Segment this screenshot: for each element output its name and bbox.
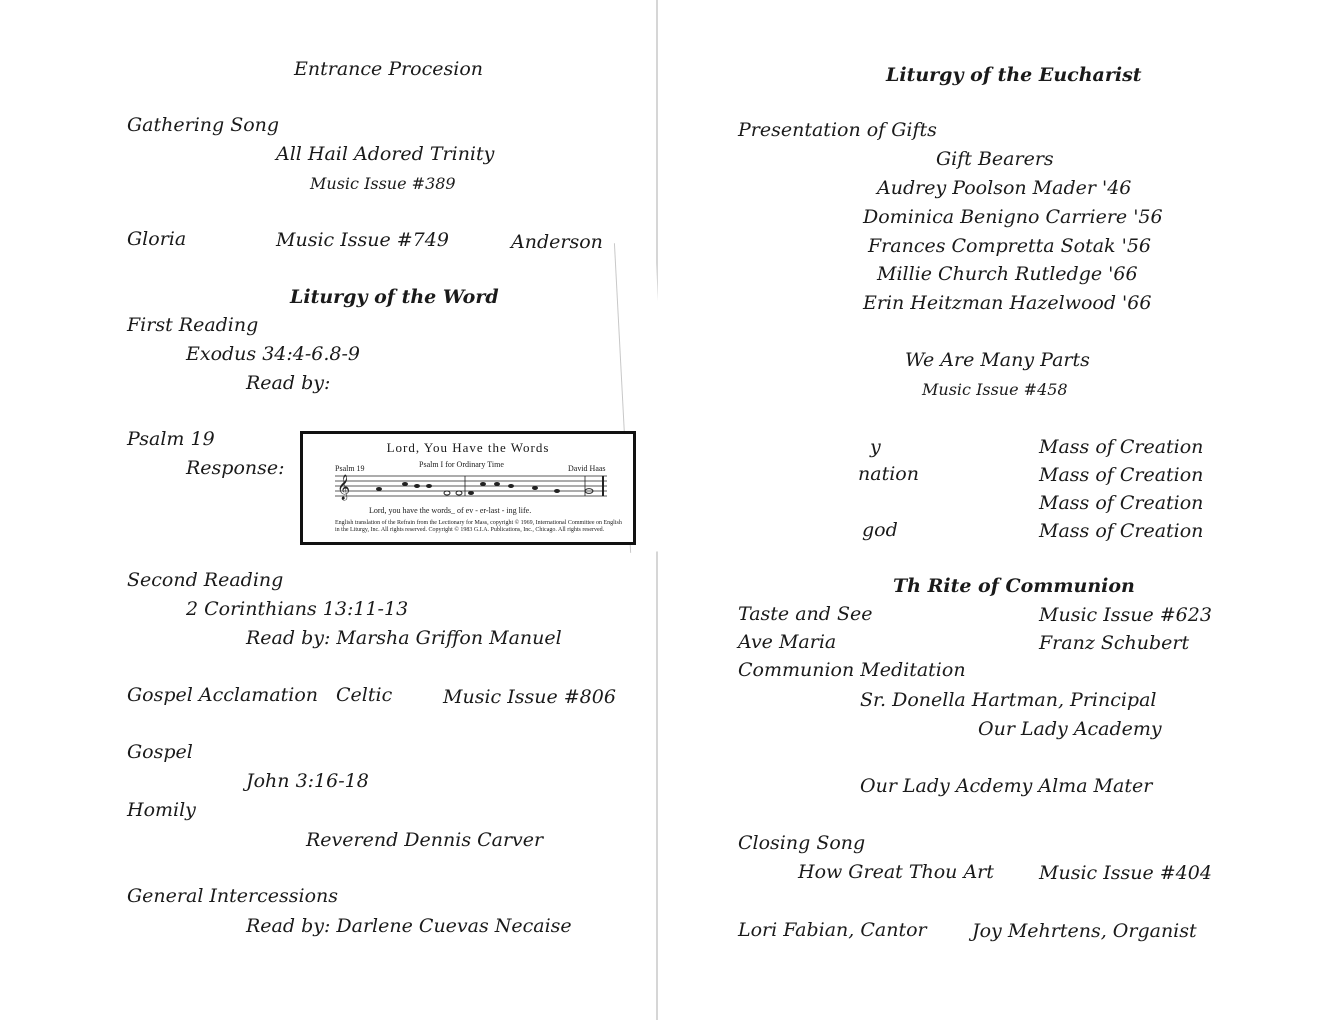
intercessions-label: General Intercessions	[127, 885, 339, 907]
first-reading-ref: Exodus 34:4-6.8-9	[186, 343, 361, 365]
mass-part-partial-label: nation	[858, 463, 919, 485]
psalm-card-left-tag: Psalm 19	[335, 464, 365, 473]
closing-song-issue: Music Issue #404	[1039, 862, 1212, 884]
treble-clef-icon: 𝄞	[337, 474, 351, 499]
gloria-label: Gloria	[127, 228, 187, 250]
psalm-card-center-tag: Psalm I for Ordinary Time	[419, 460, 504, 469]
gathering-song-label: Gathering Song	[127, 114, 280, 136]
music-staff	[335, 472, 607, 502]
gift-bearer-name: Dominica Benigno Carriere '56	[863, 206, 1163, 228]
ave-maria-label: Ave Maria	[738, 631, 837, 653]
meditation-organization: Our Lady Academy	[978, 718, 1162, 740]
psalm-response-card	[300, 431, 636, 545]
communion-song-issue: Music Issue #623	[1039, 604, 1212, 626]
response-label: Response:	[186, 457, 285, 479]
presentation-gifts-label: Presentation of Gifts	[738, 119, 937, 141]
psalm-card-composer: David Haas	[568, 464, 606, 473]
gospel-acclamation-issue: Music Issue #806	[443, 686, 616, 708]
first-reading-label: First Reading	[127, 314, 259, 336]
closing-song-title: How Great Thou Art	[798, 861, 994, 883]
gift-bearers-label: Gift Bearers	[936, 148, 1054, 170]
psalm-card-lyric: Lord, you have the words_ of ev - er-last - ing life.	[369, 506, 532, 515]
mass-part-partial-label: god	[862, 519, 898, 541]
gloria-issue: Music Issue #749	[276, 229, 449, 251]
psalm-label: Psalm 19	[127, 428, 215, 450]
gospel-acclamation-label: Gospel Acclamation	[127, 684, 319, 706]
first-reading-reader: Read by:	[246, 372, 331, 394]
homily-label: Homily	[127, 799, 196, 821]
second-reading-reader: Read by: Marsha Griffon Manuel	[246, 627, 562, 649]
intercessions-reader: Read by: Darlene Cuevas Necaise	[246, 915, 572, 937]
mass-setting: Mass of Creation	[1039, 464, 1204, 486]
gospel-acclamation-title: Celtic	[336, 684, 393, 706]
psalm-card-title: Lord, You Have the Words	[386, 440, 550, 455]
closing-song-label: Closing Song	[738, 832, 866, 854]
rite-communion-heading: Th Rite of Communion	[893, 575, 1135, 597]
ave-maria-composer: Franz Schubert	[1039, 632, 1190, 654]
offertory-song-issue: Music Issue #458	[922, 380, 1068, 399]
second-reading-label: Second Reading	[127, 569, 284, 591]
meditation-speaker: Sr. Donella Hartman, Principal	[860, 689, 1157, 711]
gospel-ref: John 3:16-18	[246, 770, 369, 792]
gift-bearer-name: Erin Heitzman Hazelwood '66	[863, 292, 1152, 314]
gloria-composer: Anderson	[511, 231, 603, 253]
mass-setting: Mass of Creation	[1039, 520, 1204, 542]
liturgy-word-heading: Liturgy of the Word	[290, 286, 499, 308]
second-reading-ref: 2 Corinthians 13:11-13	[186, 598, 409, 620]
entrance-heading: Entrance Procesion	[294, 58, 484, 80]
gift-bearer-name: Millie Church Rutledge '66	[877, 263, 1138, 285]
psalm-card-copyright: English translation of the Refrain from the Lectionary for Mass, copyright © 1969, International Committee on English in the Liturgy, Inc. All rights reserved. Copyright © 1983 G.I.A. Publications, Inc., Chicago. All rights reserved.	[335, 520, 622, 533]
liturgy-eucharist-heading: Liturgy of the Eucharist	[886, 64, 1142, 86]
offertory-song-title: We Are Many Parts	[905, 349, 1090, 371]
communion-meditation-label: Communion Meditation	[738, 659, 966, 681]
gospel-label: Gospel	[127, 741, 193, 763]
alma-mater: Our Lady Acdemy Alma Mater	[860, 775, 1153, 797]
organist-credit: Joy Mehrtens, Organist	[972, 920, 1197, 942]
homily-celebrant: Reverend Dennis Carver	[306, 829, 544, 851]
gathering-song-issue: Music Issue #389	[310, 174, 456, 193]
mass-setting: Mass of Creation	[1039, 436, 1204, 458]
gift-bearer-name: Audrey Poolson Mader '46	[877, 177, 1132, 199]
gift-bearer-name: Frances Compretta Sotak '56	[868, 235, 1151, 257]
gathering-song-title: All Hail Adored Trinity	[276, 143, 495, 165]
communion-song-label: Taste and See	[738, 603, 873, 625]
cantor-credit: Lori Fabian, Cantor	[738, 919, 927, 941]
mass-setting: Mass of Creation	[1039, 492, 1204, 514]
mass-part-partial-label: y	[870, 436, 881, 458]
